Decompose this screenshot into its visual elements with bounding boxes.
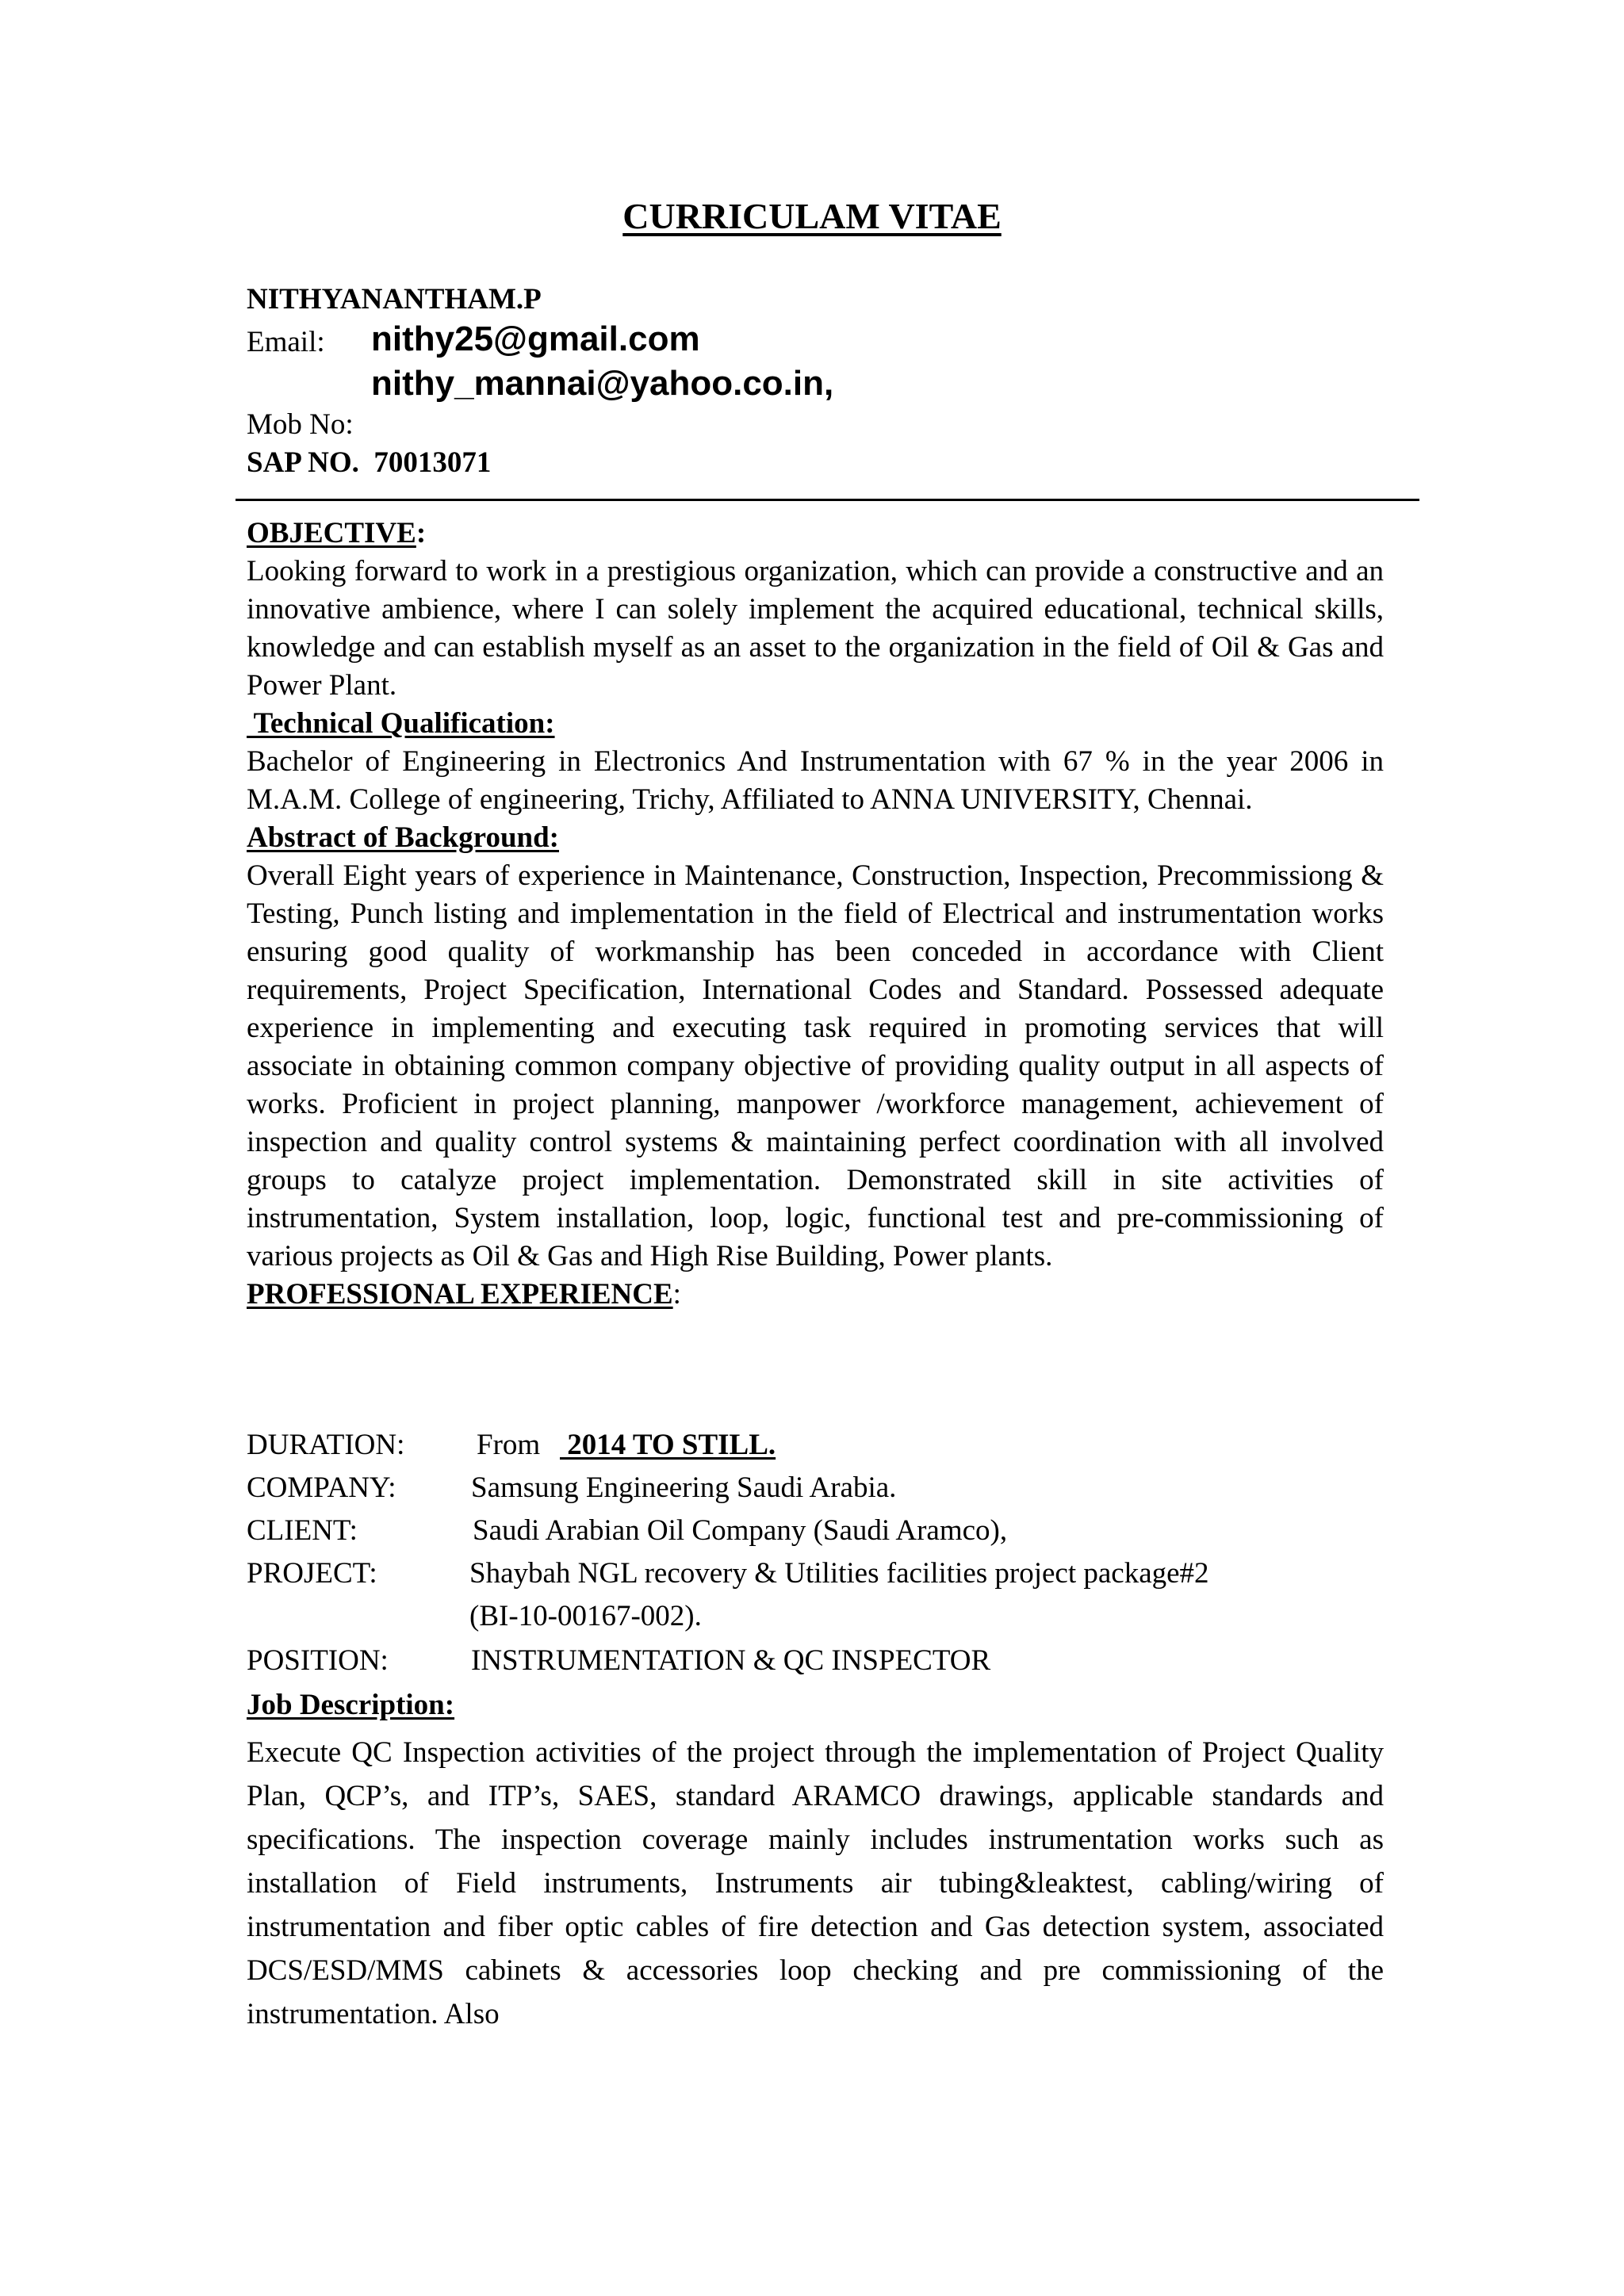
mobile-label: Mob No:	[247, 408, 354, 441]
cv-body	[247, 515, 1384, 1314]
sap-number	[247, 444, 491, 482]
duration-value: 2014 TO STILL.	[560, 1429, 776, 1461]
background-text: Overall Eight years of experience in Maintenance, Construction, Inspection, Precommissiong & Testing, Punch listing and implementation in the field of Electrical and instrumentation works ensuring good quality of workmanship has been conceded in accordance with Client requirements, Project Specification, International Codes and Standard. Possessed adequate experience in implementing and executing task required in promoting services that will associate in obtaining common company objective of providing quality output in all aspects of works. Proficient in project planning, manpower /workforce management, achievement of inspection and quality control systems & maintaining perfect coordination with all involved groups to catalyze project implementation. Demonstrated skill in site activities of instrumentation, System installation, loop, logic, functional test and pre-commissioning of various projects as Oil & Gas and High Rise Building, Power plants.	[247, 859, 1384, 1272]
objective-heading-colon: :	[416, 517, 427, 549]
experience-heading-text: PROFESSIONAL EXPERIENCE	[247, 1278, 673, 1311]
qualification-text: Bachelor of Engineering in Electronics And Instrumentation with 67 % in the year 2006 in M.A.M. College of engineering, Trichy, Affiliated to ANNA UNIVERSITY, Chennai.	[247, 745, 1384, 816]
company-label: COMPANY:	[247, 1471, 396, 1504]
candidate-name: NITHYANANTHAM.P	[247, 283, 542, 316]
duration-label: DURATION:	[247, 1429, 405, 1461]
email-primary[interactable]: nithy25@gmail.com	[371, 320, 700, 358]
project-value-line2: (BI-10-00167-002).	[469, 1600, 702, 1632]
qualification-heading: Technical Qualification:	[247, 707, 555, 740]
client-value: Saudi Arabian Oil Company (Saudi Aramco),	[473, 1514, 1008, 1547]
sap-label: SAP NO.	[247, 446, 359, 479]
project-label: PROJECT:	[247, 1557, 377, 1590]
background-heading: Abstract of Background:	[247, 821, 559, 854]
duration-prefix: From	[477, 1429, 541, 1461]
experience-heading-colon: :	[672, 1278, 681, 1311]
email-secondary[interactable]: nithy_mannai@yahoo.co.in,	[371, 364, 834, 403]
client-label: CLIENT:	[247, 1514, 358, 1547]
document-title: CURRICULAM VITAE	[622, 196, 1002, 236]
project-value-line1: Shaybah NGL recovery & Utilities facilities project package#2	[469, 1557, 1209, 1590]
header-divider	[236, 499, 1419, 501]
company-value: Samsung Engineering Saudi Arabia.	[471, 1471, 897, 1504]
experience-heading	[247, 1276, 1384, 1314]
objective-heading	[247, 515, 1384, 553]
job-description-text: Execute QC Inspection activities of the project through the implementation of Project Quality Plan, QCP’s, and ITP’s, SAES, standard ARAMCO drawings, applicable standards and specifications. The inspection coverage mainly includes instrumentation works such as installation of Field instruments, Instruments air tubing&leaktest, cabling/wiring of instrumentation and fiber optic cables of fire detection and Gas detection system, associated DCS/ESD/MMS cabinets & accessories loop checking and pre commissioning of the instrumentation. Also	[247, 1736, 1384, 2030]
position-label: POSITION:	[247, 1644, 389, 1677]
email-label: Email:	[247, 326, 325, 358]
objective-text: Looking forward to work in a prestigious organization, which can provide a constructive and an innovative ambience, where I can solely implement the acquired educational, technical skills, knowledge and can establish myself as an asset to the organization in the field of Oil & Gas and Power Plant.	[247, 555, 1384, 702]
position-value: INSTRUMENTATION & QC INSPECTOR	[471, 1644, 991, 1677]
job-description-heading: Job Description:	[247, 1689, 455, 1721]
objective-heading-text: OBJECTIVE	[247, 517, 416, 549]
sap-value: 70013071	[373, 446, 492, 479]
